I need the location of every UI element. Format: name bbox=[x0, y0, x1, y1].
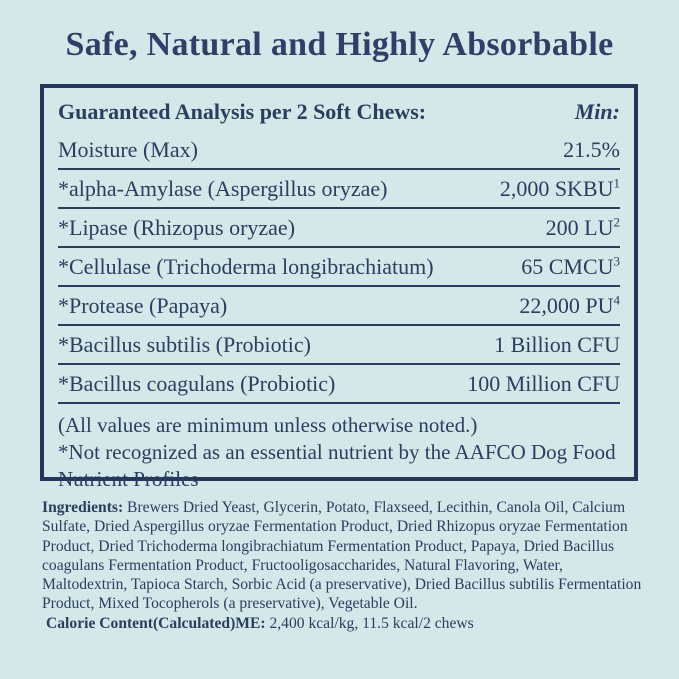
ingredients-text: Brewers Dried Yeast, Glycerin, Potato, Flaxseed, Lecithin, Canola Oil, Calcium Sulfate, Dried Aspergillus oryzae Fermentation Product, Dried Rhizopus oryzae Fermentation Product, Dried Trichoderma longibrachiatum Fermentation Product, Papaya, Dried Bacillus coagulans Fermentation Product, Fructooligosaccharides, Natural Flavoring, Water, Maltodextrin, Tapioca Starch, Sorbic Acid (a preservative), Dried Bacillus subtilis Fermentation Product, Mixed Tocopherols (a preservative), Vegetable Oil. bbox=[42, 499, 642, 613]
guaranteed-analysis-box bbox=[40, 84, 638, 491]
analysis-row-name: Moisture (Max) bbox=[58, 136, 198, 162]
value-superscript: 3 bbox=[613, 253, 620, 269]
analysis-row bbox=[58, 365, 620, 404]
value-superscript: 2 bbox=[613, 214, 620, 230]
analysis-footnotes bbox=[58, 404, 620, 493]
analysis-row-value: 2,000 SKBU$^1$ bbox=[499, 175, 620, 201]
analysis-row bbox=[58, 131, 620, 170]
analysis-row-value: 1 Billion CFU bbox=[494, 331, 620, 357]
analysis-row-name: *Bacillus subtilis (Probiotic) bbox=[58, 331, 311, 357]
calorie-content-label: Calorie Content(Calculated)ME: bbox=[46, 614, 266, 632]
analysis-row bbox=[58, 209, 620, 248]
footnote-aafco: *Not recognized as an essential nutrient by the AAFCO Dog Food Nutrient Profiles bbox=[58, 440, 616, 491]
analysis-row-name: *alpha-Amylase (Aspergillus oryzae) bbox=[58, 175, 388, 201]
calorie-content-value: 2,400 kcal/kg, 11.5 kcal/2 chews bbox=[265, 614, 474, 632]
page-title: Safe, Natural and Highly Absorbable bbox=[65, 26, 614, 63]
analysis-header bbox=[58, 93, 620, 131]
ingredients-section bbox=[42, 498, 648, 633]
calorie-content-line bbox=[42, 614, 648, 633]
analysis-row-name: *Protease (Papaya) bbox=[58, 292, 228, 318]
value-superscript: 4 bbox=[613, 292, 620, 308]
analysis-row-value: 100 Million CFU bbox=[467, 370, 620, 396]
analysis-min-label: Min: bbox=[574, 99, 620, 124]
analysis-row-value: 200 $LU^2$ bbox=[545, 214, 620, 240]
ingredients-paragraph bbox=[42, 498, 648, 614]
analysis-rows bbox=[58, 131, 620, 404]
analysis-row-name: *Lipase (Rhizopus oryzae) bbox=[58, 214, 296, 240]
analysis-header-label: Guaranteed Analysis per 2 Soft Chews: bbox=[58, 99, 427, 124]
footnote-all-values: (All values are minimum unless otherwise noted.) bbox=[58, 413, 478, 437]
analysis-row-name: *Cellulase (Trichoderma longibrachiatum) bbox=[58, 253, 434, 279]
value-superscript: 1 bbox=[613, 175, 620, 191]
analysis-row-value: 22,000 $PU^4$ bbox=[519, 292, 620, 318]
analysis-row bbox=[58, 170, 620, 209]
analysis-row-value: 65 CMCU$^3$ bbox=[521, 253, 620, 279]
analysis-row-value: 21.5% bbox=[563, 136, 620, 162]
analysis-row bbox=[58, 248, 620, 287]
analysis-row bbox=[58, 326, 620, 365]
analysis-row-name: *Bacillus coagulans (Probiotic) bbox=[58, 370, 336, 396]
ingredients-label: Ingredients: bbox=[42, 499, 124, 516]
analysis-row bbox=[58, 287, 620, 326]
